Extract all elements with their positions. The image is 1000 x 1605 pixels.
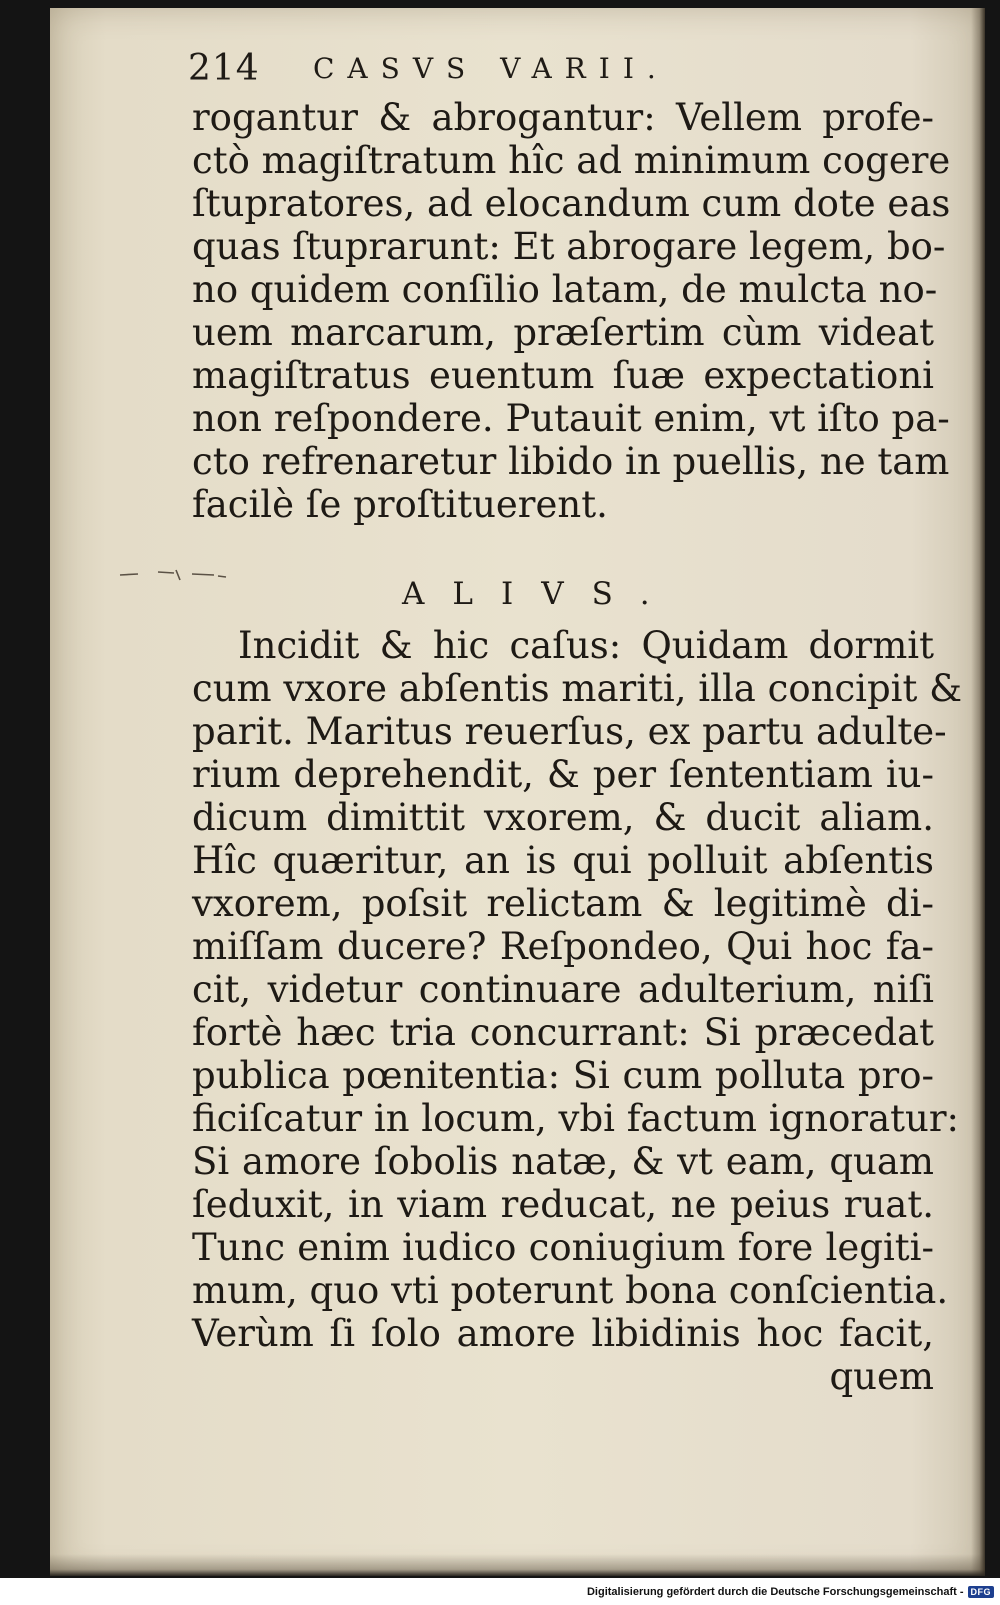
text-line: quas ſtuprarunt: Et abrogare legem, bo- <box>192 225 946 268</box>
text-line: Incidit & hic caſus: Quidam dormit <box>238 624 934 667</box>
text-line: miſſam ducere? Reſpondeo, Qui hoc fa- <box>192 925 934 968</box>
text-line: fortè hæc tria concurrant: Si præcedat <box>192 1011 934 1054</box>
text-line: cum vxore abſentis mariti, illa concipit & <box>192 667 963 710</box>
text-line: publica pœnitentia: Si cum polluta pro- <box>192 1054 934 1097</box>
text-line: rogantur & abrogantur: Vellem profe- <box>192 96 934 139</box>
text-line: ficiſcatur in locum, vbi factum ignoratur: <box>192 1097 959 1140</box>
text-line: facilè ſe proſtituerent. <box>192 483 608 526</box>
text-line: parit. Maritus reuerſus, ex partu adulte- <box>192 710 947 753</box>
dfg-logo: DFG <box>968 1586 995 1598</box>
page-number: 214 <box>188 48 260 89</box>
page-edge-shadow <box>971 8 985 1576</box>
text-line: ſtupratores, ad elocandum cum dote eas <box>192 182 951 225</box>
text-line: magiſtratus euentum ſuæ expectationi <box>192 354 934 397</box>
text-line: Si amore ſobolis natæ, & vt eam, quam <box>192 1140 934 1183</box>
catchword: quem <box>829 1355 934 1398</box>
text-line: Tunc enim iudico coniugium fore legiti- <box>192 1226 934 1269</box>
stray-ink-mark <box>118 566 228 582</box>
running-head: CASVS VARII. <box>313 52 669 85</box>
top-paragraph <box>192 96 951 526</box>
text-line: Hîc quæritur, an is qui polluit abſentis <box>192 839 934 882</box>
text-line: ſeduxit, in viam reducat, ne peius ruat. <box>192 1183 934 1226</box>
text-line: non reſpondere. Putauit enim, vt iſto pa- <box>192 397 950 440</box>
text-line: mum, quo vti poterunt bona conſcientia. <box>192 1269 949 1312</box>
text-line: cto refrenaretur libido in puellis, ne tam <box>192 440 950 483</box>
text-line: vxorem, poſsit relictam & legitimè di- <box>192 882 934 925</box>
digitization-credit <box>587 1583 994 1601</box>
bottom-paragraph <box>192 624 963 1398</box>
text-line: rium deprehendit, & per ſententiam iu- <box>192 753 934 796</box>
text-line: cit, videtur continuare adulterium, niſi <box>192 968 934 1011</box>
credit-text: Digitalisierung gefördert durch die Deutsche Forschungsgemeinschaft - <box>586 1586 964 1598</box>
text-line: uem marcarum, præſertim cùm videat <box>192 311 934 354</box>
text-line: dicum dimittit vxorem, & ducit aliam. <box>192 796 934 839</box>
page-bottom-shadow <box>50 1554 985 1576</box>
text-line: no quidem conſilio latam, de mulcta no- <box>192 268 938 311</box>
page-header <box>188 48 828 92</box>
text-line: Verùm ſi ſolo amore libidinis hoc facit, <box>192 1312 934 1355</box>
section-heading: ALIVS. <box>402 576 678 612</box>
text-line: ctò magiſtratum hîc ad minimum cogere <box>192 139 951 182</box>
